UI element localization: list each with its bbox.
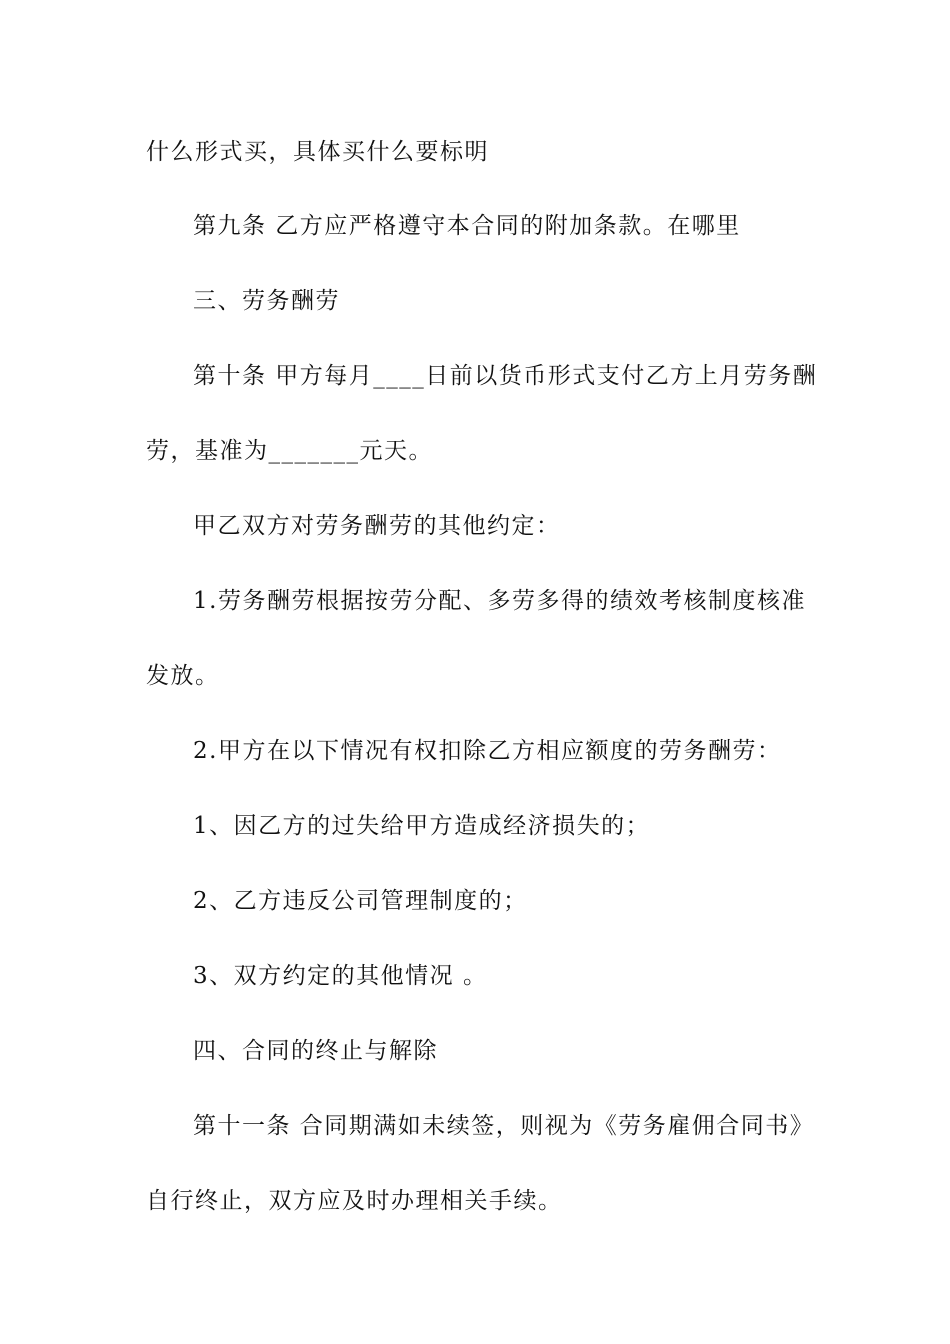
text-line: 劳，基准为_______元天。 (146, 438, 433, 464)
section-heading-3: 三、劳务酬劳 (193, 288, 340, 314)
list-item-2: 2.甲方在以下情况有权扣除乙方相应额度的劳务酬劳： (193, 738, 782, 764)
sub-item-1: 1、因乙方的过失给甲方造成经济损失的； (193, 813, 651, 839)
text-line: 自行终止，双方应及时办理相关手续。 (146, 1188, 563, 1214)
sub-item-2: 2、乙方违反公司管理制度的； (193, 888, 528, 914)
section-heading-4: 四、合同的终止与解除 (193, 1038, 438, 1064)
list-item-1: 1.劳务酬劳根据按劳分配、多劳多得的绩效考核制度核准 (193, 588, 806, 614)
text-line: 甲乙双方对劳务酬劳的其他约定： (193, 513, 561, 539)
article-10-line: 第十条 甲方每月____日前以货币形式支付乙方上月劳务酬 (193, 363, 818, 389)
text-line: 发放。 (146, 663, 220, 689)
article-9-line: 第九条 乙方应严格遵守本合同的附加条款。在哪里 (193, 213, 741, 239)
text-line: 什么形式买，具体买什么要标明 (146, 139, 489, 165)
article-11-line: 第十一条 合同期满如未续签，则视为《劳务雇佣合同书》 (193, 1113, 815, 1139)
sub-item-3: 3、双方约定的其他情况 。 (193, 963, 488, 989)
